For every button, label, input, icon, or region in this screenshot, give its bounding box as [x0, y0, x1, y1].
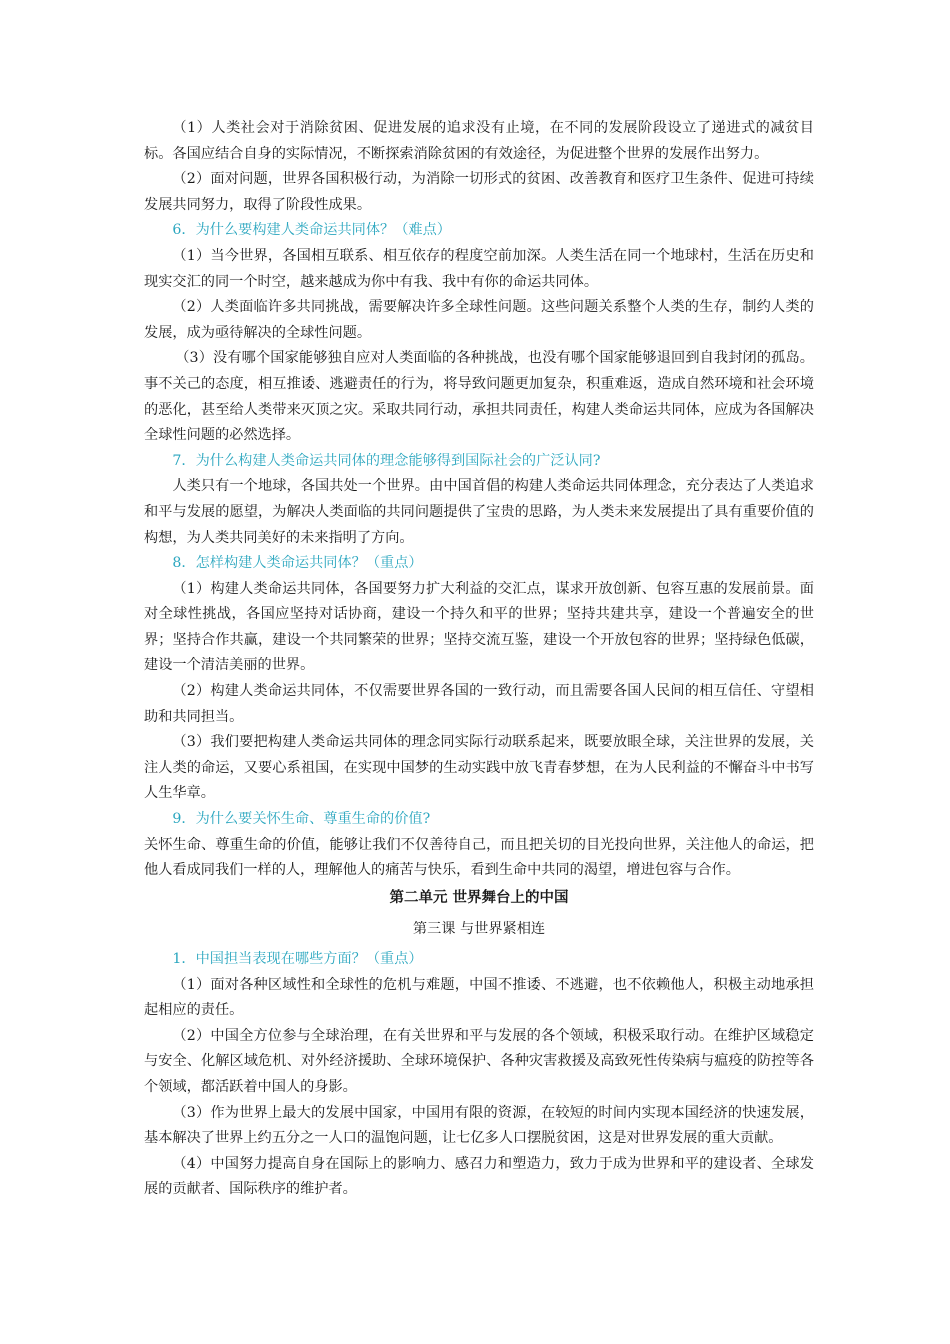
question-7-heading: 7．为什么构建人类命运共同体的理念能够得到国际社会的广泛认同?	[172, 452, 601, 469]
question-9-heading: 9．为什么要关怀生命、尊重生命的价值?	[172, 811, 431, 828]
question-8-point-2: （2）构建人类命运共同体，不仅需要世界各国的一致行动，而且需要各国人民间的相互信任、守望相助和共同担当。	[144, 683, 814, 725]
question-7-answer: 人类只有一个地球，各国共处一个世界。由中国首倡的构建人类命运共同体理念，充分表达了人类追求和平与发展的愿望，为解决人类面临的共同问题提供了宝贵的思路，为人类未来发展提出了具有重要价值的构想，为人类共同美好的未来指明了方向。	[144, 478, 814, 546]
lesson-title: 第三课 与世界紧相连	[412, 921, 546, 938]
unit-title: 第二单元 世界舞台上的中国	[389, 889, 569, 906]
question-6-point-1: （1）当今世界，各国相互联系、相互依存的程度空前加深。人类生活在同一个地球村，生活在历史和现实交汇的同一个时空，越来越成为你中有我、我中有你的命运共同体。	[144, 247, 814, 290]
lesson-question-1-point-2: （2）中国全方位参与全球治理，在有关世界和平与发展的各个领域，积极采取行动。在维护区域稳定与安全、化解区域危机、对外经济援助、全球环境保护、各种灾害救援及高致死性传染病与瘟疫的防控等各个领域，都活跃着中国人的身影。	[144, 1027, 814, 1095]
question-6-heading: 6．为什么要构建人类命运共同体？（难点）	[172, 222, 451, 239]
question-8-heading: 8．怎样构建人类命运共同体？（重点）	[172, 555, 423, 572]
question-8-point-1: （1）构建人类命运共同体，各国要努力扩大利益的交汇点，谋求开放创新、包容互惠的发展前景。面对全球性挑战，各国应坚持对话协商，建设一个持久和平的世界；坚持共建共享，建设一个普遍安全的世界；坚持合作共赢，建设一个共同繁荣的世界；坚持交流互鉴，建设一个开放包容的世界；坚持绿色低碳，建设一个清洁美丽的世界。	[144, 580, 814, 674]
lesson-question-1-heading: 1．中国担当表现在哪些方面？（重点）	[172, 951, 423, 967]
lesson-question-1-point-4: （4）中国努力提高自身在国际上的影响力、感召力和塑造力，致力于成为世界和平的建设者、全球发展的贡献者、国际秩序的维护者。	[144, 1155, 814, 1198]
question-9-answer: 关怀生命、尊重生命的价值，能够让我们不仅善待自己，而且把关切的目光投向世界，关注他人的命运，把他人看成同我们一样的人，理解他人的痛苦与快乐，看到生命中共同的渴望，增进包容与合作。	[144, 836, 814, 879]
lesson-question-1-point-1: （1）面对各种区域性和全球性的危机与难题，中国不推诿、不逃避，也不依赖他人，积极主动地承担起相应的责任。	[144, 976, 814, 1019]
question-6-point-3: （3）没有哪个国家能够独自应对人类面临的各种挑战，也没有哪个国家能够退回到自我封闭的孤岛。事不关己的态度，相互推诿、逃避责任的行为，将导致问题更加复杂，积重难返，造成自然环境和社会环境的恶化，甚至给人类带来灭顶之灾。采取共同行动，承担共同责任，构建人类命运共同体，应成为各国解决全球性问题的必然选择。	[144, 350, 814, 444]
paragraph-poverty-1: （1）人类社会对于消除贫困、促进发展的追求没有止境，在不同的发展阶段设立了递进式的减贫目标。各国应结合自身的实际情况，不断探索消除贫困的有效途径，为促进整个世界的发展作出努力。	[144, 120, 814, 162]
question-6-point-2: （2）人类面临许多共同挑战，需要解决许多全球性问题。这些问题关系整个人类的生存，制约人类的发展，成为亟待解决的全球性问题。	[144, 299, 814, 341]
paragraph-poverty-2: （2）面对问题，世界各国积极行动，为消除一切形式的贫困、改善教育和医疗卫生条件、促进可持续发展共同努力，取得了阶段性成果。	[144, 171, 814, 213]
question-8-point-3: （3）我们要把构建人类命运共同体的理念同实际行动联系起来，既要放眼全球，关注世界的发展，关注人类的命运，又要心系祖国，在实现中国梦的生动实践中放飞青春梦想，在为人民利益的不懈奋斗中书写人生华章。	[144, 734, 814, 802]
lesson-question-1-point-3: （3）作为世界上最大的发展中国家，中国用有限的资源，在较短的时间内实现本国经济的快速发展，基本解决了世界上约五分之一人口的温饱问题，让七亿多人口摆脱贫困，这是对世界发展的重大贡献。	[144, 1104, 814, 1147]
